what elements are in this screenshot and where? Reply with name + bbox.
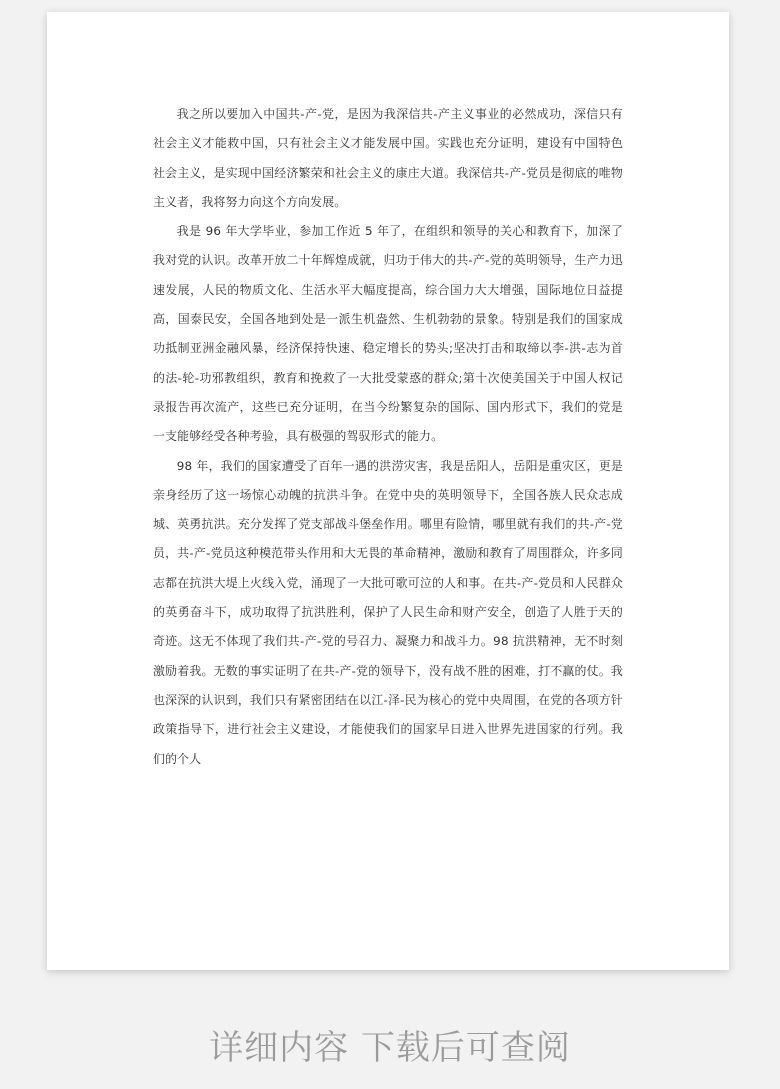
- paragraph-2: 我是 96 年大学毕业，参加工作近 5 年了，在组织和领导的关心和教育下，加深了我对党的认识。改革开放二十年辉煌成就，归功于伟大的共-产-党的英明领导，生产力迅速发展，人民的物质文化、生活水平大幅度提高，综合国力大大增强，国际地位日益提高，国泰民安，全国各地到处是一派生机盎然、生机勃勃的景象。特别是我们的国家成功抵制亚洲金融风暴，经济保持快速、稳定增长的势头;坚决打击和取缔以李-洪-志为首的法-轮-功邪教组织，教育和挽救了一大批受蒙惑的群众;第十次使美国关于中国人权记录报告再次流产，这些已充分证明，在当今纷繁复杂的国际、国内形式下，我们的党是一支能够经受各种考验，具有极强的驾驭形式的能力。: [153, 224, 623, 444]
- paragraph-1: 我之所以要加入中国共-产-党，是因为我深信共-产主义事业的必然成功，深信只有社会主义才能救中国，只有社会主义才能发展中国。实践也充分证明，建设有中国特色社会主义，是实现中国经济繁荣和社会主义的康庄大道。我深信共-产-党员是彻底的唯物主义者，我将努力向这个方向发展。: [153, 107, 623, 209]
- download-prompt-text: 详细内容 下载后可查阅: [209, 1028, 571, 1068]
- document-page: [47, 12, 729, 970]
- paragraph-3: 98 年，我们的国家遭受了百年一遇的洪涝灾害，我是岳阳人，岳阳是重灾区，更是亲身经历了这一场惊心动魄的抗洪斗争。在党中央的英明领导下，全国各族人民众志成城、英勇抗洪。充分发挥了党支部战斗堡垒作用。哪里有险情，哪里就有我们的共-产-党员，共-产-党员这种模范带头作用和大无畏的革命精神，激励和教育了周围群众，许多同志都在抗洪大堤上火线入党，涌现了一大批可歌可泣的人和事。在共-产-党员和人民群众的英勇奋斗下，成功取得了抗洪胜利，保护了人民生命和财产安全，创造了人胜于天的奇迹。这无不体现了我们共-产-党的号召力、凝聚力和战斗力。98 抗洪精神，无不时刻激励着我。无数的事实证明了在共-产-党的领导下，没有战不胜的困难，打不赢的仗。我也深深的认识到，我们只有紧密团结在以江-泽-民为核心的党中央周围，在党的各项方针政策指导下，进行社会主义建设，才能使我们的国家早日进入世界先进国家的行列。我们的个人: [153, 458, 623, 766]
